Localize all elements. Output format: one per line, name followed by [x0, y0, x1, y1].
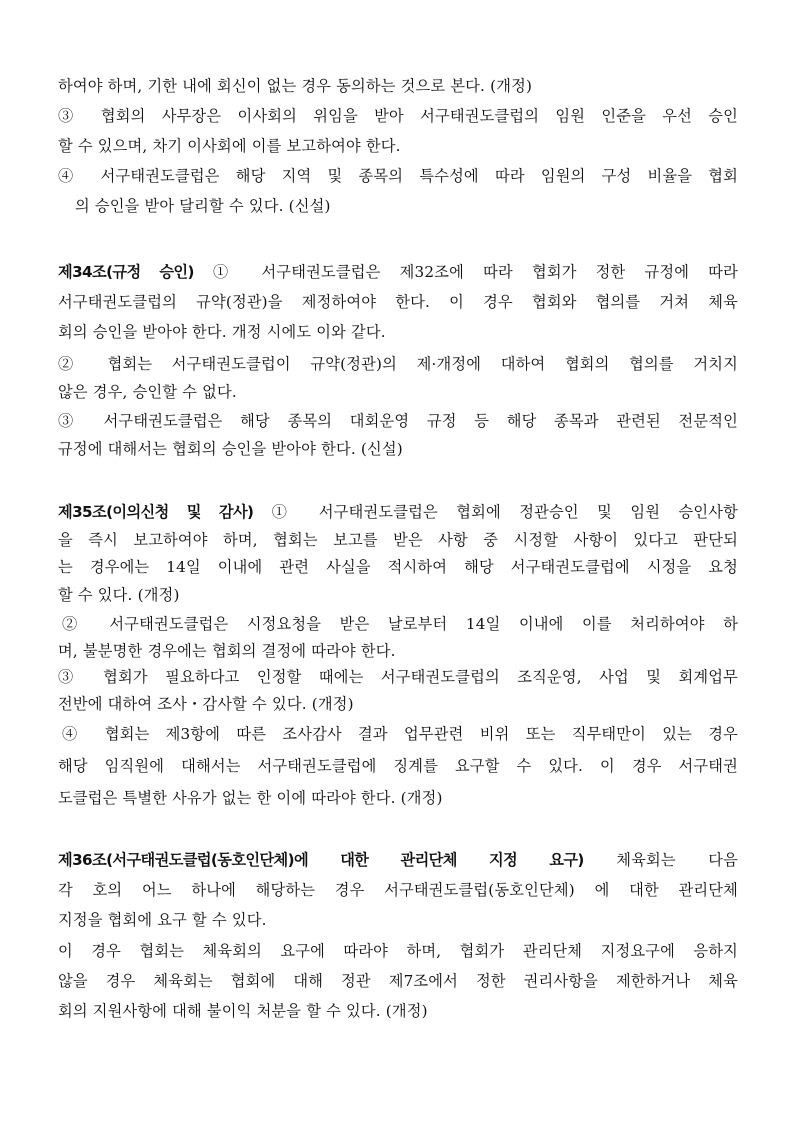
body-line: 는 경우에는 14일 이내에 관련 사실을 적시하여 해당 서구태권도클럽에 시정을 요청: [58, 558, 738, 576]
article-36-heading: 제36조(서구태권도클럽(동호인단체)에 대한 관리단체 지정 요구): [58, 851, 584, 869]
article-36-text: 체육회는 다음: [616, 851, 738, 869]
body-line: 규정에 대해서는 협회의 승인을 받아야 한다. (신설): [58, 440, 403, 458]
body-line: 며, 불분명한 경우에는 협회의 결정에 따라야 한다.: [58, 642, 396, 660]
article-35-first-line: [58, 502, 738, 524]
article-34-text: ① 서구태권도클럽은 제32조에 따라 협회가 정한 규정에 따라: [212, 263, 739, 281]
body-line: 지정을 협회에 요구 할 수 있다.: [58, 911, 267, 929]
body-line: 해당 임직원에 대해서는 서구태권도클럽에 징계를 요구할 수 있다. 이 경우 서구태권: [58, 757, 738, 775]
body-line: 하여야 하며, 기한 내에 회신이 없는 경우 동의하는 것으로 본다. (개정): [58, 77, 533, 95]
body-line: 전반에 대하여 조사・감사할 수 있다. (개정): [58, 695, 354, 713]
article-34-heading: 제34조(규정 승인): [58, 263, 194, 281]
article-35-heading: 제35조(이의신청 및 감사): [58, 503, 254, 521]
body-line: ④ 협회는 제3항에 따른 조사감사 결과 업무관련 비위 또는 직무태만이 있는 경우: [62, 725, 738, 743]
body-line: 서구태권도클럽의 규약(정관)을 제정하여야 한다. 이 경우 협회와 협의를 거쳐 체육: [58, 293, 738, 311]
body-line: 회의 지원사항에 대해 불이익 처분을 할 수 있다. (개정): [58, 1002, 428, 1020]
article-36-first-line: [58, 850, 738, 872]
body-line: ③ 협회의 사무장은 이사회의 위임을 받아 서구태권도클럽의 임원 인준을 우선 승인: [58, 107, 738, 125]
article-34-first-line: [58, 262, 738, 284]
body-line: 않을 경우 체육회는 협회에 대해 정관 제7조에서 정한 권리사항을 제한하거나 체육: [58, 972, 738, 990]
article-35-text: ① 서구태권도클럽은 협회에 정관승인 및 임원 승인사항: [271, 503, 738, 521]
body-line: 회의 승인을 받아야 한다. 개정 시에도 이와 같다.: [58, 323, 386, 341]
body-line: ④ 서구태권도클럽은 해당 지역 및 종목의 특수성에 따라 임원의 구성 비율을 협회: [58, 167, 738, 185]
body-line: ③ 협회가 필요하다고 인정할 때에는 서구태권도클럽의 조직운영, 사업 및 회계업무: [58, 668, 738, 686]
body-line: 할 수 있으며, 차기 이사회에 이를 보고하여야 한다.: [58, 137, 401, 155]
body-line: ② 협회는 서구태권도클럽이 규약(정관)의 제·개정에 대하여 협회의 협의를 거치지: [58, 355, 738, 373]
body-line: 도클럽은 특별한 사유가 없는 한 이에 따라야 한다. (개정): [58, 789, 443, 807]
body-line: 각 호의 어느 하나에 해당하는 경우 서구태권도클럽(동호인단체) 에 대한 관리단체: [58, 881, 738, 899]
body-line: ② 서구태권도클럽은 시정요청을 받은 날로부터 14일 이내에 이를 처리하여야 하: [62, 615, 738, 633]
body-line: 이 경우 협회는 체육회의 요구에 따라야 하며, 협회가 관리단체 지정요구에 응하지: [58, 942, 738, 960]
body-line: 않은 경우, 승인할 수 없다.: [58, 383, 237, 401]
body-line: ③ 서구태권도클럽은 해당 종목의 대회운영 규정 등 해당 종목과 관련된 전문적인: [58, 412, 738, 430]
body-line: 의 승인을 받아 달리할 수 있다. (신설): [75, 197, 331, 215]
body-line: 할 수 있다. (개정): [58, 586, 180, 604]
body-line: 을 즉시 보고하여야 하며, 협회는 보고를 받은 사항 중 시정할 사항이 있다고 판단되: [58, 531, 738, 549]
